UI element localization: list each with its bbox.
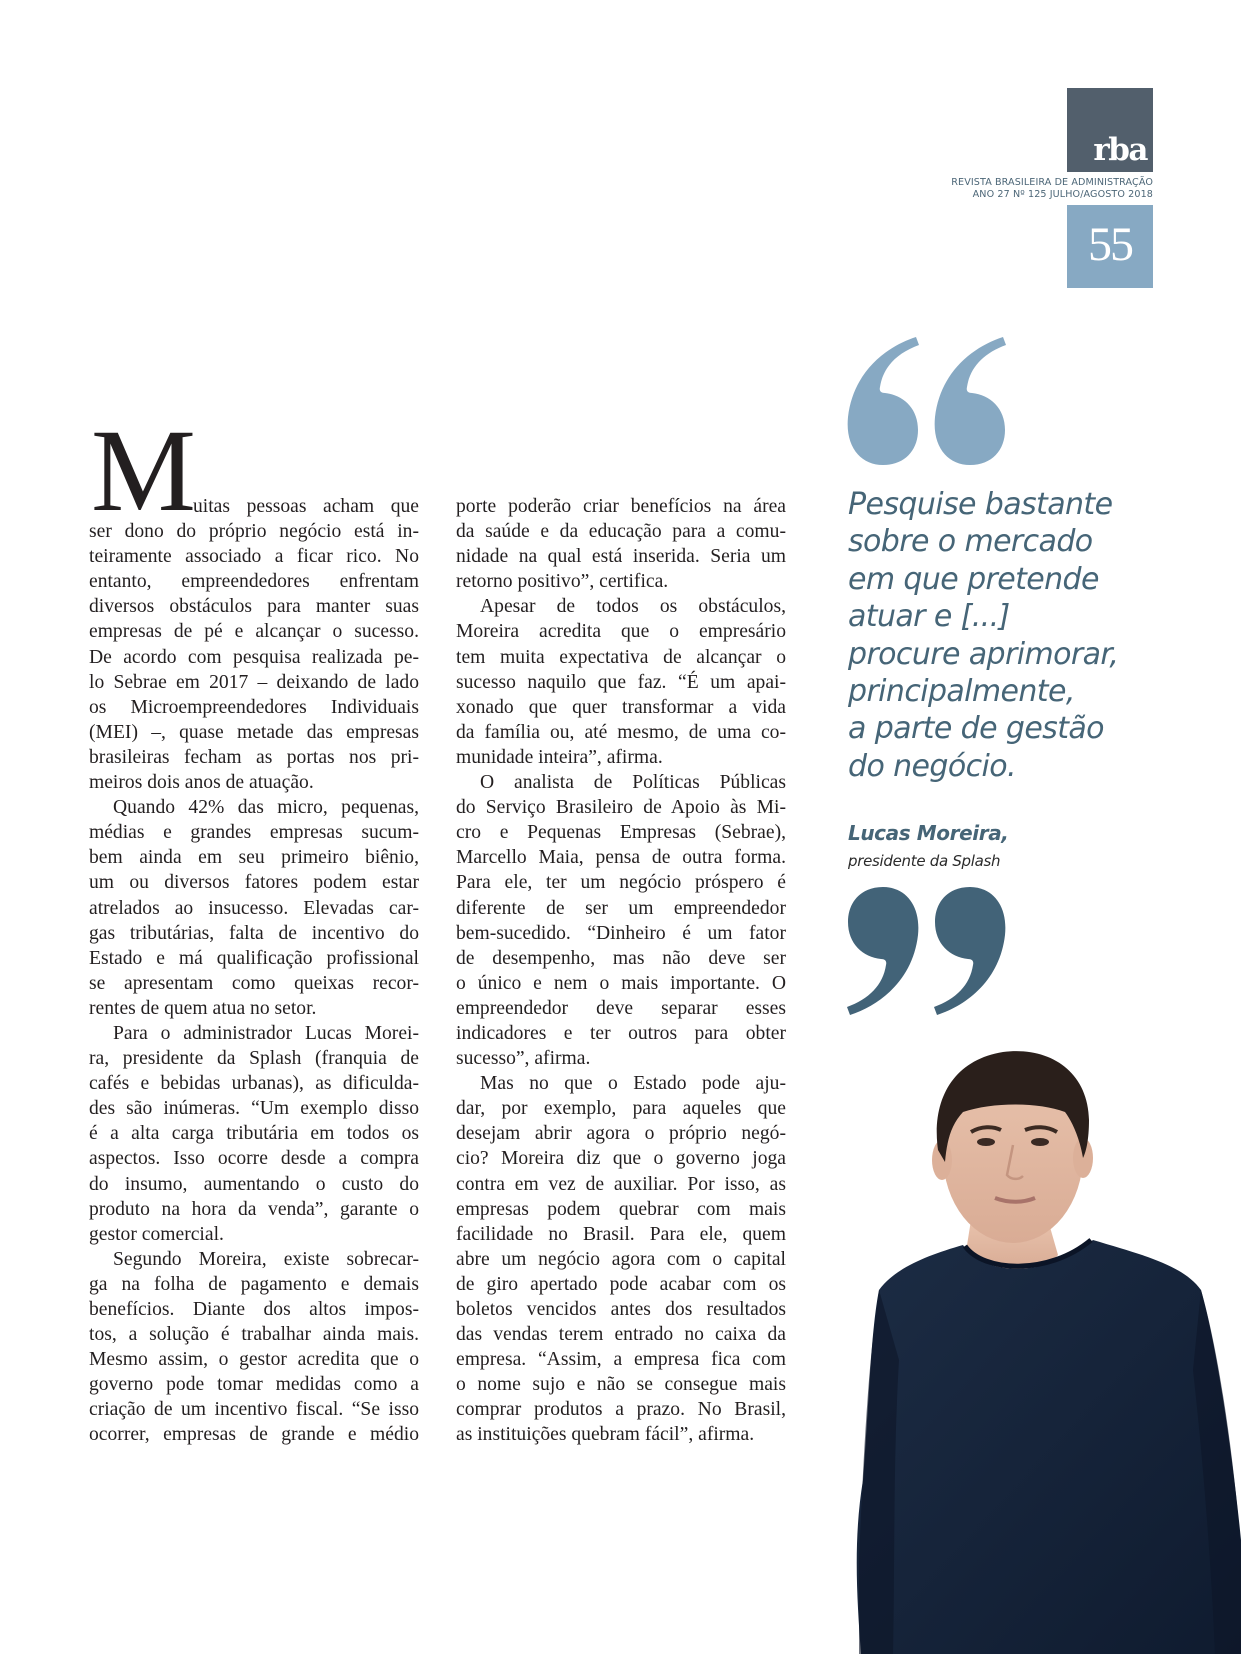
article-line: teiramente associado a ficar rico. No [89,546,419,568]
article-line: xonado que quer transformar a vida [456,696,786,718]
article-line: o nome sujo e não se consegue mais [456,1374,786,1396]
article-line: sucesso naquilo que faz. “É um apai- [456,671,786,693]
article-line: uitas pessoas acham que [193,496,419,517]
article-line: cro e Pequenas Empresas (Sebrae), [456,822,786,844]
article-line: gas tributárias, falta de incentivo do [89,922,419,944]
article-line: Marcello Maia, pensa de outra forma. [456,847,786,869]
article-line: um ou diversos fatores podem estar [89,872,419,894]
article-line: benefícios. Diante dos altos impos- [89,1299,419,1320]
article-line: os Microempreendedores Individuais [89,696,419,718]
article-line: o único e nem o mais importante. O [456,972,786,994]
article-line: Quando 42% das micro, pequenas, [113,797,419,819]
magazine-logo: rba [1093,132,1147,168]
article-line: boletos vencidos antes dos resultados [456,1299,786,1320]
article-line: sucesso”, afirma. [456,1048,591,1070]
article-line: tem muita expectativa de alcançar o [456,646,786,668]
article-line: do Serviço Brasileiro de Apoio às Mi- [456,797,786,819]
page-number: 55 [1088,218,1132,271]
article-line: rentes de quem atua no setor. [89,997,317,1019]
drop-cap: M [91,405,196,536]
article-line: cio? Moreira diz que o governo joga [456,1148,786,1170]
article-line: O analista de Políticas Públicas [480,772,786,794]
article-line: Para o administrador Lucas Morei- [113,1022,419,1044]
quote-open-mark-2 [935,337,1006,465]
article-line: de giro apertado pode acabar com os [456,1273,786,1295]
article-line: meiros dois anos de atuação. [89,772,314,794]
pull-quote-line: procure aprimorar, [848,636,1119,672]
article-line: das vendas terem entrado no caixa da [456,1324,786,1346]
article-line: as instituições quebram fácil”, afirma. [456,1424,755,1446]
article-line: gestor comercial. [89,1223,224,1245]
page-number-box [1067,205,1153,288]
article-line: entanto, empreendedores enfrentam [89,571,419,593]
article-line: empresas podem quebrar com mais [456,1198,786,1220]
article-line: abre um negócio agora com o capital [456,1248,786,1270]
article-line: Estado e má qualificação profissional [89,947,419,969]
article-line: contra em vez de auxiliar. Por isso, as [456,1173,786,1195]
sweater [857,1240,1241,1654]
quote-author-role: presidente da Splash [848,852,1001,870]
article-line: munidade inteira”, afirma. [456,746,663,768]
magazine-info [951,177,1153,200]
article-line: diversos obstáculos para manter suas [89,596,419,618]
article-line: (MEI) –, quase metade das empresas [89,721,419,743]
article-line: criação de um incentivo fiscal. “Se isso [89,1399,419,1421]
article-line: ga na folha de pagamento e demais [89,1273,419,1295]
article-line: governo pode tomar medidas como a [89,1374,419,1396]
article-line: De acordo com pesquisa realizada pe- [89,646,419,668]
article-line: lo Sebrae em 2017 – deixando de lado [89,671,419,693]
article-line: des são inúmeras. “Um exemplo disso [89,1098,419,1120]
article-line: comprar produtos a prazo. No Brasil, [456,1399,786,1421]
article-line: empreendedor deve separar esses [456,997,786,1019]
eye-right [1031,1138,1049,1146]
article-line: indicadores e ter outros para obter [456,1022,786,1044]
article-line: ra, presidente da Splash (franquia de [89,1048,419,1070]
article-line: retorno positivo”, certifica. [456,571,669,593]
article-line: atrelados ao insucesso. Elevadas car- [89,897,419,919]
article-line: Mas no que o Estado pode aju- [480,1073,786,1095]
article-line: se apresentam como queixas recor- [89,972,419,994]
article-column-1 [89,494,419,1448]
article-line: Mesmo assim, o gestor acredita que o [89,1349,419,1371]
article-line: empresa. “Assim, a empresa fica com [456,1349,786,1371]
magazine-name: REVISTA BRASILEIRA DE ADMINISTRAÇÃO [951,177,1153,188]
article-line: ocorrer, empresas de grande e médio [89,1424,419,1446]
pull-quote-line: sobre o mercado [848,524,1093,560]
eye-left [977,1138,995,1146]
article-line: da família ou, até mesmo, de uma co- [456,721,786,743]
quote-open-mark-1 [848,337,919,465]
article-line: bem ainda em seu primeiro biênio, [89,847,419,869]
magazine-logo-box [1067,88,1153,172]
article-line: brasileiras fecham as portas nos pri- [89,746,419,768]
article-line: é a alta carga tributária em todos os [89,1123,419,1145]
quote-close-mark-2 [934,887,1005,1015]
quote-close-icon [845,885,1007,1017]
quote-close-mark-1 [847,887,918,1015]
quote-author: Lucas Moreira, [848,821,1009,845]
portrait-photo [843,1040,1241,1654]
pull-quote-line: em que pretende [848,561,1099,597]
article-line: produto na hora da venda”, garante o [89,1198,419,1220]
article-line: de desempenho, mas não deve ser [456,947,786,969]
issue-line: ANO 27 Nº 125 JULHO/AGOSTO 2018 [972,188,1153,200]
pull-quote-line: atuar e [...] [848,599,1010,635]
pull-quote-line: Pesquise bastante [848,487,1113,522]
article-line: facilidade no Brasil. Para ele, quem [456,1223,786,1245]
article-line: nidade na qual está inserida. Seria um [456,546,786,568]
article-line: Apesar de todos os obstáculos, [480,596,786,618]
article-line: diferente de ser um empreendedor [456,897,786,919]
article-line: médias e grandes empresas sucum- [89,822,419,844]
article-line: Para ele, ter um negócio próspero é [456,872,786,894]
pull-quote [848,486,1138,785]
article-line: empresas de pé e alcançar o sucesso. [89,621,419,643]
article-line: Moreira acredita que o empresário [456,621,786,643]
article-line: do insumo, aumentando o custo do [89,1173,419,1195]
pull-quote-line: principalmente, [848,674,1075,710]
article-line: tos, a solução é trabalhar ainda mais. [89,1324,419,1346]
article-line: aspectos. Isso ocorre desde a compra [89,1148,419,1170]
article-line: ser dono do próprio negócio está in- [89,521,419,543]
article-line: dar, por exemplo, para aqueles que [456,1098,786,1120]
article-line: Segundo Moreira, existe sobrecar- [113,1248,419,1270]
article-line: desejam abrir agora o próprio negó- [456,1123,786,1145]
article-line: bem-sucedido. “Dinheiro é um fator [456,922,786,944]
pull-quote-line: do negócio. [848,748,1016,784]
article-line: cafés e bebidas urbanas), as dificulda- [89,1073,419,1095]
article-line: da saúde e da educação para a comu- [456,521,786,543]
article-column-2 [456,494,786,1448]
article-line: porte poderão criar benefícios na área [456,496,786,517]
pull-quote-line: a parte de gestão [848,711,1104,747]
arm-left [859,1290,899,1654]
quote-open-icon [845,335,1007,467]
